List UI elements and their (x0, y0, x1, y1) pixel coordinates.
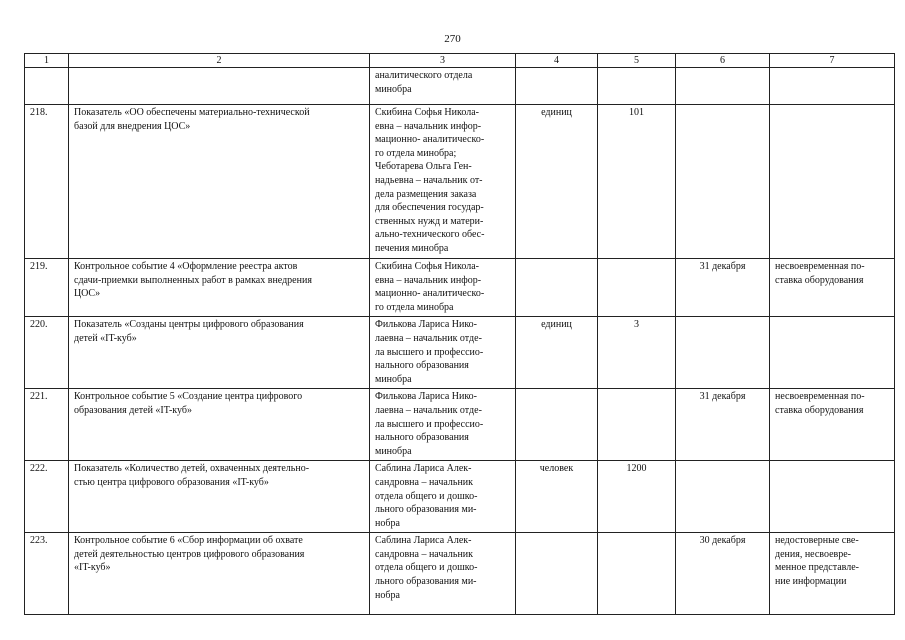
row-responsible: Скибина Софья Никола- евна – начальник инфор- мационно- аналитическо- го отдела минобра; Чеботарева Ольга Ген- надьевна – начальник от- дела размещения заказа для обеспечения государ- ственных нужд и матери- ально-технического обес- печения минобра (370, 105, 516, 259)
header-row (25, 54, 895, 68)
row-unit: единиц (516, 317, 598, 389)
row-value: 1200 (598, 461, 676, 533)
table-row (25, 68, 895, 105)
row-unit (516, 259, 598, 317)
row-date: 31 декабря (676, 389, 770, 461)
row-name (69, 68, 370, 105)
row-risk (770, 105, 895, 259)
row-name: Контрольное событие 6 «Сбор информации об охвате детей деятельностью центров цифрового образования «IT-куб» (69, 533, 370, 615)
row-name: Показатель «ОО обеспечены материально-технической базой для внедрения ЦОС» (69, 105, 370, 259)
row-responsible: Саблина Лариса Алек- сандровна – начальник отдела общего и дошко- льного образования ми- нобра (370, 533, 516, 615)
row-responsible: Филькова Лариса Нико- лаевна – начальник отде- ла высшего и профессио- нального образования минобра (370, 389, 516, 461)
row-risk (770, 68, 895, 105)
column-header: 3 (370, 54, 516, 68)
row-responsible: Скибина Софья Никола- евна – начальник инфор- мационно- аналитическо- го отдела минобра (370, 259, 516, 317)
table-row (25, 461, 895, 533)
plan-table (24, 53, 895, 615)
row-date (676, 461, 770, 533)
table-row (25, 533, 895, 615)
row-unit: человек (516, 461, 598, 533)
column-header: 4 (516, 54, 598, 68)
row-risk: несвоевременная по- ставка оборудования (770, 389, 895, 461)
row-unit (516, 389, 598, 461)
row-date (676, 68, 770, 105)
column-header: 1 (25, 54, 69, 68)
row-value (598, 259, 676, 317)
row-risk (770, 461, 895, 533)
row-number: 222. (25, 461, 69, 533)
row-value (598, 68, 676, 105)
row-value (598, 533, 676, 615)
row-value: 101 (598, 105, 676, 259)
row-number: 221. (25, 389, 69, 461)
table-row (25, 317, 895, 389)
row-name: Контрольное событие 5 «Создание центра цифрового образования детей «IT-куб» (69, 389, 370, 461)
row-name: Контрольное событие 4 «Оформление реестра актов сдачи-приемки выполненных работ в рамках внедрения ЦОС» (69, 259, 370, 317)
row-number: 223. (25, 533, 69, 615)
table-row (25, 389, 895, 461)
row-value (598, 389, 676, 461)
row-risk (770, 317, 895, 389)
row-value: 3 (598, 317, 676, 389)
row-number (25, 68, 69, 105)
row-risk: недостоверные све- дения, несвоевре- менное представле- ние информации (770, 533, 895, 615)
row-name: Показатель «Количество детей, охваченных деятельно- стью центра цифрового образования «IT-куб» (69, 461, 370, 533)
row-number: 219. (25, 259, 69, 317)
table-row (25, 105, 895, 259)
table-row (25, 259, 895, 317)
row-number: 218. (25, 105, 69, 259)
row-date: 30 декабря (676, 533, 770, 615)
column-header: 6 (676, 54, 770, 68)
row-responsible: Саблина Лариса Алек- сандровна – начальник отдела общего и дошко- льного образования ми- нобра (370, 461, 516, 533)
column-header: 7 (770, 54, 895, 68)
column-header: 2 (69, 54, 370, 68)
row-risk: несвоевременная по- ставка оборудования (770, 259, 895, 317)
row-date (676, 317, 770, 389)
column-header: 5 (598, 54, 676, 68)
row-responsible: аналитического отдела минобра (370, 68, 516, 105)
row-unit: единиц (516, 105, 598, 259)
row-date (676, 105, 770, 259)
row-responsible: Филькова Лариса Нико- лаевна – начальник отде- ла высшего и профессио- нального образования минобра (370, 317, 516, 389)
row-date: 31 декабря (676, 259, 770, 317)
row-name: Показатель «Созданы центры цифрового образования детей «IT-куб» (69, 317, 370, 389)
page-number: 270 (444, 33, 461, 45)
row-unit (516, 533, 598, 615)
row-number: 220. (25, 317, 69, 389)
row-unit (516, 68, 598, 105)
